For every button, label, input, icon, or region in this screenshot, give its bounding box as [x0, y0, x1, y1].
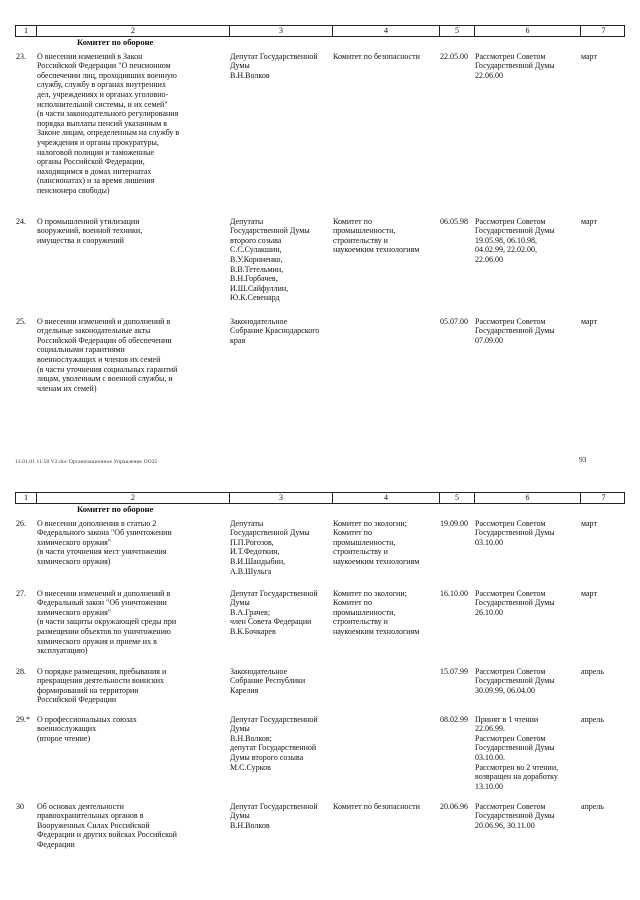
- bill-author: Законодательное Собрание Краснодарского края: [230, 316, 320, 345]
- co-committee: Комитет по промышленности, строительству и наукоемким технологиям: [333, 216, 420, 255]
- col-header-5: 5: [439, 26, 474, 36]
- table-row: [15, 52, 625, 217]
- bill-title: О внесении изменений в Закон Российской Федерации "О пенсионном обеспечении лиц, проходивших военную службу, службу в органах внутренних дел, учреждениях и органах уголовно- исполнительной системы, и их семей" (в части законодательного регулирования порядка выплаты пенсий указанным в Законе лицам, определенным на службу в учреждения и органы прокуратуры, налоговой полиции и таможенные органы Российской Федерации, находящимся в домах интернатах (пансионатах) и за время лишения пенсионера свободы): [37, 51, 180, 195]
- co-committee: [331, 317, 438, 407]
- bill-status: Рассмотрен Советом Государственной Думы 20.06.96, 30.11.00: [475, 801, 555, 830]
- bill-author: Депутат Государственной Думы В.Н.Волков: [230, 51, 318, 80]
- table-row: [15, 519, 625, 589]
- col-header-1: 1: [24, 493, 28, 502]
- co-committee: Комитет по экологии; Комитет по промышленности, строительству и наукоемким технологиям: [333, 588, 420, 636]
- submission-date: 22.05.00: [440, 51, 468, 61]
- table-row: [15, 667, 625, 715]
- committee-heading: Комитет по обороне: [77, 37, 154, 47]
- planned-month: март: [581, 51, 597, 61]
- col-header-6: 6: [474, 493, 580, 503]
- submission-date: 19.09.00: [440, 518, 468, 528]
- submission-date: 05.07.00: [440, 316, 468, 326]
- bill-status: Рассмотрен Советом Государственной Думы 03.10.00: [475, 518, 555, 547]
- row-number: 24.: [16, 216, 26, 226]
- bill-author: Депутат Государственной Думы В.А.Грачев; член Совета Федерации В.К.Бочкарев: [230, 588, 318, 636]
- bill-title: О порядке размещения, пребывания и прекращения деятельности воинских формирований на территории Российской Федерации: [37, 666, 167, 705]
- bill-status: Принят в 1 чтении 22.06.99. Рассмотрен Советом Государственной Думы 03.10.00. Рассмотрен во 2 чтении, возвращен на доработку 13.10.00: [475, 714, 559, 791]
- col-header-5: 5: [439, 493, 474, 503]
- table-row: [15, 317, 625, 407]
- bill-author: Депутаты Государственной Думы П.П.Рогозов, И.Т.Федоткин, В.И.Шандыбин, А.В.Шульга: [230, 518, 310, 576]
- col-header-7: 7: [580, 493, 626, 503]
- bill-status: Рассмотрен Советом Государственной Думы 26.10.00: [475, 588, 555, 617]
- planned-month: апрель: [581, 801, 604, 811]
- planned-month: март: [581, 216, 597, 226]
- co-committee: [331, 667, 438, 715]
- section-2: [15, 492, 625, 858]
- col-header-2: 2: [36, 26, 229, 36]
- table-row: [15, 715, 625, 802]
- bill-author: Законодательное Собрание Республики Карелия: [230, 666, 306, 695]
- planned-month: март: [581, 316, 597, 326]
- column-header-row: [15, 492, 625, 504]
- col-header-3: 3: [229, 493, 332, 503]
- bill-status: Рассмотрен Советом Государственной Думы 07.09.00: [475, 316, 555, 345]
- col-header-1: 1: [24, 26, 28, 35]
- bill-status: Рассмотрен Советом Государственной Думы 22.06.00: [475, 51, 555, 80]
- bill-title: О внесении изменений и дополнений в Федеральный закон "Об уничтожении химического оружия" (в части защиты окружающей среды при размещении объектов по уничтожению химического оружия и приеме их в эксплуатацию): [37, 588, 177, 656]
- col-header-3: 3: [229, 26, 332, 36]
- row-number: 27.: [16, 588, 26, 598]
- submission-date: 16.10.00: [440, 588, 468, 598]
- row-number: 28.: [16, 666, 26, 676]
- row-number: 29.*: [16, 714, 30, 724]
- bill-title: О профессиональных союзах военнослужащих (второе чтение): [37, 714, 137, 743]
- section-1: [15, 25, 625, 407]
- col-header-2: 2: [36, 493, 229, 503]
- planned-month: апрель: [581, 714, 604, 724]
- table-row: [15, 589, 625, 667]
- col-header-4: 4: [332, 493, 439, 503]
- bill-title: О внесении изменений и дополнений в отдельные законодательные акты Российской Федерации об обеспечении социальными гарантиями военнослужащих и членов их семей (в части уточнения социальных гарантий лицам, уволенным с военной службы, и членам их семей): [37, 316, 178, 393]
- bill-status: Рассмотрен Советом Государственной Думы 30.09.99, 06.04.00: [475, 666, 555, 695]
- bill-title: О внесении дополнения в статью 2 Федерального закона "Об уничтожении химического оружия" (в части уточнения мест уничтожения химического оружия): [37, 518, 172, 566]
- submission-date: 06.05.98: [440, 216, 468, 226]
- table-row: [15, 802, 625, 858]
- bill-author: Депутаты Государственной Думы второго созыва С.С.Сулакшин, В.У.Корниенко, В.В.Тетельмин, В.Н.Горбачев, И.Ш.Сайфуллин, Ю.К.Севенард: [230, 216, 310, 303]
- planned-month: март: [581, 518, 597, 528]
- row-number: 25.: [16, 316, 26, 326]
- submission-date: 15.07.99: [440, 666, 468, 676]
- row-number: 26.: [16, 518, 26, 528]
- bill-author: Депутат Государственной Думы В.Н.Волков: [230, 801, 318, 830]
- planned-month: март: [581, 588, 597, 598]
- row-number: 23.: [16, 51, 26, 61]
- co-committee: Комитет по экологии; Комитет по промышленности, строительству и наукоемким технологиям: [333, 518, 420, 566]
- co-committee: [331, 715, 438, 802]
- column-header-row: [15, 25, 625, 37]
- bill-status: Рассмотрен Советом Государственной Думы 19.05.98, 06.10.98, 04.02.99, 22.02.00, 22.06.00: [475, 216, 555, 264]
- table-row: [15, 217, 625, 317]
- committee-heading: Комитет по обороне: [77, 504, 154, 514]
- page-number: 93: [579, 455, 587, 464]
- row-number: 30: [16, 801, 24, 811]
- bill-title: О промышленной утилизации вооружений, военной техники, имущества и сооружений: [37, 216, 143, 245]
- submission-date: 08.02.99: [440, 714, 468, 724]
- planned-month: апрель: [581, 666, 604, 676]
- co-committee: Комитет по безопасности: [333, 51, 420, 61]
- bill-author: Депутат Государственной Думы В.Н.Волков; депутат Государственной Думы второго созыва М.С.Сурков: [230, 714, 318, 772]
- co-committee: Комитет по безопасности: [333, 801, 420, 811]
- page-footer: 13.01.01 11:50 V2.doc Организационное Управление ООЗ5: [15, 459, 158, 465]
- bill-title: Об основах деятельности правоохранительных органов в Вооруженных Силах Российской Федерации и других войсках Российской Федерации: [37, 801, 177, 849]
- col-header-4: 4: [332, 26, 439, 36]
- col-header-6: 6: [474, 26, 580, 36]
- col-header-7: 7: [580, 26, 626, 36]
- submission-date: 20.06.96: [440, 801, 468, 811]
